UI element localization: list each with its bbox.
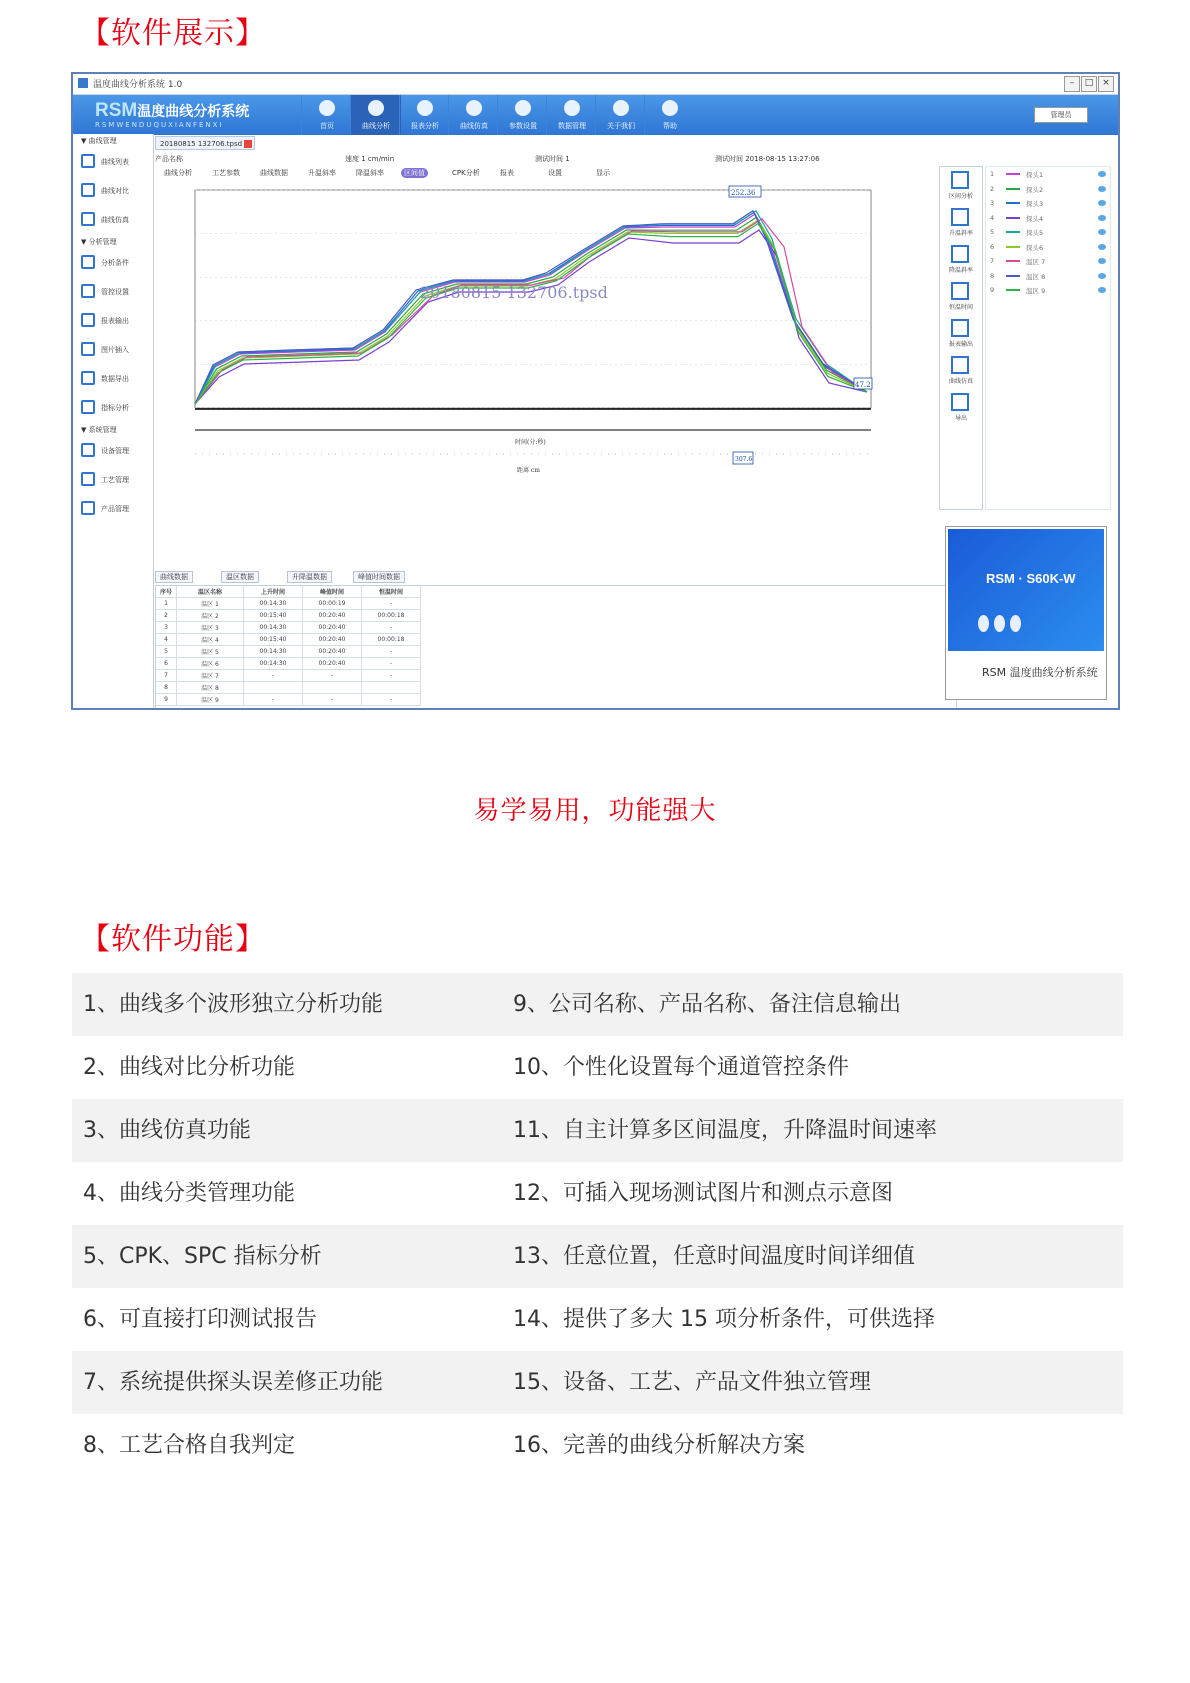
legend-row[interactable]: [986, 240, 1110, 255]
sidebar-group[interactable]: ▼ 系统管理: [81, 426, 117, 434]
table-cell: -: [362, 598, 421, 610]
legend-swatch: [1006, 188, 1020, 190]
toolbar-button[interactable]: [301, 95, 352, 135]
feature-row: [72, 1162, 1123, 1225]
feature-item: 9、公司名称、产品名称、备注信息输出: [513, 992, 901, 1017]
probe-legend: [985, 166, 1111, 510]
device-model: RSM · S60K-W: [986, 571, 1076, 586]
sidebar-item-label: 曲线列表: [101, 158, 129, 166]
legend-row[interactable]: [986, 225, 1110, 240]
legend-swatch: [1006, 289, 1020, 291]
app-logo: RSM温度曲线分析系统: [95, 100, 250, 121]
info-field: 测试时间 2018-08-15 13:27:06: [715, 155, 820, 163]
analysis-subtab[interactable]: 区间值: [401, 168, 428, 178]
feature-item: 11、自主计算多区间温度，升降温时间速率: [513, 1118, 937, 1143]
tool-label: 报表输出: [948, 341, 973, 348]
toolbar-label: 首页: [320, 122, 334, 130]
legend-row[interactable]: [986, 182, 1110, 197]
analysis-tool-button[interactable]: [940, 278, 982, 315]
table-row: [156, 646, 421, 658]
tool-icon: [951, 319, 969, 337]
table-cell: 温区 4: [177, 634, 244, 646]
analysis-subtab[interactable]: 设置: [548, 169, 562, 177]
time-cursor-label: 307.6: [735, 456, 753, 463]
legend-name: 探头5: [1026, 229, 1044, 237]
sidebar-item-label: 设备管理: [101, 447, 129, 455]
window-title: 温度曲线分析系统 1.0: [93, 80, 183, 90]
tool-label: 升温斜率: [948, 230, 973, 237]
table-cell: 温区 2: [177, 610, 244, 622]
info-bar: [155, 154, 955, 166]
sidebar-item-icon: [81, 183, 95, 197]
legend-number: 8: [990, 271, 995, 280]
sidebar-item-label: 产品管理: [101, 505, 129, 513]
legend-name: 探头6: [1026, 243, 1044, 252]
table-cell: [303, 682, 362, 694]
tool-icon: [951, 171, 969, 189]
table-cell: 4: [156, 634, 177, 646]
toolbar-label: 曲线分析: [362, 122, 390, 130]
toolbar-button[interactable]: [546, 95, 597, 135]
table-cell: -: [362, 694, 421, 706]
section-heading-software-features: 【软件功能】: [80, 922, 266, 957]
tool-label: 导出: [954, 415, 967, 422]
legend-number: 4: [990, 213, 995, 222]
analysis-tool-button[interactable]: [940, 204, 982, 241]
analysis-subtab[interactable]: 曲线分析: [164, 169, 192, 177]
feature-row: [72, 1288, 1123, 1351]
sidebar-item-icon: [81, 472, 95, 486]
dial-icon: [978, 615, 989, 632]
table-header-row: [156, 586, 421, 598]
table-cell: -: [244, 670, 303, 682]
data-tab[interactable]: 峰值时间数据: [353, 571, 405, 583]
table-cell: 温区 7: [177, 670, 244, 682]
toolbar-icon: [319, 100, 335, 116]
table-cell: 1: [156, 598, 177, 610]
table-cell: 00:14:30: [244, 646, 303, 658]
tool-icon: [951, 282, 969, 300]
sidebar-item-label: 曲线对比: [101, 187, 129, 195]
tool-label: 恒温时间: [948, 304, 973, 311]
toolbar-label: 关于我们: [607, 122, 635, 130]
tool-label: 曲线仿真: [948, 378, 973, 385]
sidebar-item[interactable]: [73, 177, 153, 206]
toolbar-icon: [515, 100, 531, 116]
table-cell: -: [362, 622, 421, 634]
toolbar-icon: [613, 100, 629, 116]
table-row: [156, 670, 421, 682]
sidebar-item[interactable]: [73, 466, 153, 495]
legend-number: 2: [990, 184, 995, 193]
legend-row[interactable]: [986, 196, 1110, 211]
maximize-icon[interactable]: □: [1081, 76, 1097, 92]
table-cell: 7: [156, 670, 177, 682]
eye-icon[interactable]: [1098, 200, 1106, 206]
legend-number: 7: [990, 257, 995, 265]
app-icon: [78, 78, 88, 88]
sidebar-item-label: 管控设置: [101, 288, 129, 296]
tagline: 易学易用，功能强大: [473, 796, 717, 826]
sidebar-group[interactable]: ▼ 分析管理: [81, 238, 117, 246]
toolbar-button[interactable]: [497, 95, 548, 135]
app-logo-sub: RSMWENDUQUXIANFENXI: [95, 121, 224, 129]
legend-number: 6: [990, 242, 995, 251]
sidebar-item-label: 数据导出: [101, 375, 129, 383]
sidebar-item[interactable]: [73, 365, 153, 394]
feature-item: 10、个性化设置每个通道管控条件: [513, 1055, 849, 1080]
toolbar-button[interactable]: [595, 95, 646, 135]
legend-name: 探头3: [1026, 200, 1044, 208]
eye-icon[interactable]: [1098, 273, 1106, 279]
feature-table: [72, 973, 1123, 1477]
feature-row: [72, 1036, 1123, 1099]
table-cell: 00:20:40: [303, 622, 362, 634]
feature-item: 14、提供了多大 15 项分析条件，可供选择: [513, 1307, 935, 1332]
table-cell: -: [303, 694, 362, 706]
sidebar-item-label: 工艺管理: [101, 476, 129, 484]
table-cell: [244, 682, 303, 694]
table-cell: 9: [156, 694, 177, 706]
legend-row[interactable]: [986, 269, 1110, 284]
toolbar-label: 参数设置: [509, 122, 537, 130]
sidebar-item[interactable]: [73, 148, 153, 177]
table-cell: 00:20:40: [303, 646, 362, 658]
legend-swatch: [1006, 275, 1020, 277]
legend-swatch: [1006, 202, 1020, 204]
sidebar-item[interactable]: [73, 336, 153, 365]
analysis-toolbar: [939, 166, 983, 510]
feature-item: 13、任意位置，任意时间温度时间详细值: [513, 1244, 915, 1269]
toolbar-icon: [417, 100, 433, 116]
sidebar-item-icon: [81, 212, 95, 226]
close-tab-icon[interactable]: [244, 140, 252, 148]
x2-axis-title: 距离 cm: [517, 467, 540, 474]
table-cell: 00:20:40: [303, 658, 362, 670]
table-cell: -: [303, 670, 362, 682]
chart-watermark: 20180815 132706.tpsd: [420, 283, 608, 302]
table-row: [156, 682, 421, 694]
sidebar-item[interactable]: [73, 495, 153, 524]
sidebar-item-label: 报表输出: [101, 317, 129, 325]
legend-row[interactable]: [986, 254, 1110, 269]
feature-item: 5、CPK、SPC 指标分析: [83, 1244, 322, 1269]
analysis-subtabs: [155, 168, 955, 180]
feature-row: [72, 1351, 1123, 1414]
toolbar-icon: [368, 100, 384, 116]
feature-row: [72, 1414, 1123, 1477]
table-cell: -: [362, 646, 421, 658]
legend-swatch: [1006, 260, 1020, 262]
table-cell: 温区 8: [177, 682, 244, 694]
legend-row[interactable]: [986, 283, 1110, 298]
device-banner: [945, 526, 1107, 700]
feature-item: 15、设备、工艺、产品文件独立管理: [513, 1370, 871, 1395]
toolbar-icon: [564, 100, 580, 116]
feature-row: [72, 1099, 1123, 1162]
feature-row: [72, 1225, 1123, 1288]
tool-icon: [951, 356, 969, 374]
x-axis-title: 时间(分:秒): [515, 439, 546, 446]
user-select[interactable]: 管理员: [1034, 107, 1088, 123]
legend-swatch: [1006, 246, 1020, 248]
table-cell: 00:14:30: [244, 622, 303, 634]
analysis-tool-button[interactable]: [940, 389, 982, 426]
eye-icon[interactable]: [1098, 229, 1106, 235]
table-cell: 00:20:40: [303, 634, 362, 646]
sidebar-item-icon: [81, 501, 95, 515]
device-image: [948, 529, 1104, 651]
legend-number: 3: [990, 199, 995, 207]
table-cell: 温区 6: [177, 658, 244, 670]
table-cell: 温区 3: [177, 622, 244, 634]
table-cell: -: [244, 694, 303, 706]
legend-name: 探头4: [1026, 214, 1044, 223]
table-cell: 00:00:18: [362, 610, 421, 622]
toolbar-label: 曲线仿真: [460, 122, 488, 130]
table-row: [156, 694, 421, 706]
legend-row[interactable]: [986, 211, 1110, 226]
feature-item: 2、曲线对比分析功能: [83, 1055, 295, 1080]
legend-name: 温区 9: [1026, 287, 1046, 295]
sidebar-item-icon: [81, 342, 95, 356]
data-tab[interactable]: 曲线数据: [155, 571, 193, 583]
table-cell: 00:20:40: [303, 610, 362, 622]
feature-item: 3、曲线仿真功能: [83, 1118, 251, 1143]
eye-icon[interactable]: [1098, 287, 1106, 293]
table-cell: 2: [156, 610, 177, 622]
app-header: [73, 95, 1118, 135]
feature-item: 8、工艺合格自我判定: [83, 1433, 295, 1458]
feature-item: 7、系统提供探头误差修正功能: [83, 1370, 383, 1395]
toolbar-icon: [466, 100, 482, 116]
eye-icon[interactable]: [1098, 244, 1106, 250]
table-header-cell: 峰值时间: [303, 586, 362, 598]
table-row: [156, 622, 421, 634]
sidebar-item-icon: [81, 255, 95, 269]
table-cell: 00:00:18: [362, 634, 421, 646]
analysis-subtab[interactable]: 升温斜率: [308, 169, 336, 177]
sidebar-item-icon: [81, 443, 95, 457]
window-titlebar: [73, 74, 1118, 95]
sidebar-group[interactable]: ▼ 曲线管理: [81, 137, 117, 145]
feature-item: 6、可直接打印测试报告: [83, 1307, 317, 1332]
tool-icon: [951, 245, 969, 263]
sidebar-item[interactable]: [73, 249, 153, 278]
table-cell: 温区 9: [177, 694, 244, 706]
legend-row[interactable]: [986, 167, 1110, 182]
data-tab[interactable]: 升降温数据: [287, 571, 332, 583]
toolbar-button[interactable]: [350, 95, 401, 135]
sidebar-item-icon: [81, 371, 95, 385]
analysis-subtab[interactable]: 显示: [596, 169, 610, 177]
toolbar-icon: [662, 100, 678, 116]
analysis-subtab[interactable]: 降温斜率: [356, 169, 384, 177]
eye-icon[interactable]: [1098, 215, 1106, 221]
peak-flag-label: 252.36: [731, 189, 756, 197]
eye-icon[interactable]: [1098, 258, 1106, 264]
sidebar-item-label: 分析条件: [101, 259, 129, 267]
legend-number: 5: [990, 228, 995, 236]
table-cell: 00:14:30: [244, 598, 303, 610]
table-cell: 温区 1: [177, 598, 244, 610]
eye-icon[interactable]: [1098, 171, 1106, 177]
tool-label: 区间分析: [948, 193, 973, 200]
tool-icon: [951, 208, 969, 226]
table-cell: 00:00:19: [303, 598, 362, 610]
toolbar-button[interactable]: [644, 95, 695, 135]
sidebar-item-label: 图片插入: [101, 346, 129, 354]
table-row: [156, 610, 421, 622]
feature-item: 1、曲线多个波形独立分析功能: [83, 992, 383, 1017]
analysis-tool-button[interactable]: [940, 241, 982, 278]
table-cell: 6: [156, 658, 177, 670]
tool-icon: [951, 393, 969, 411]
sidebar-item-icon: [81, 400, 95, 414]
zone-table: [156, 586, 421, 706]
table-cell: 00:14:30: [244, 658, 303, 670]
toolbar-label: 帮助: [663, 122, 677, 130]
table-header-cell: 温区名称: [177, 586, 244, 598]
sidebar-item-label: 曲线仿真: [101, 216, 129, 224]
toolbar-label: 数据管理: [558, 122, 586, 130]
table-cell: -: [362, 658, 421, 670]
data-tab[interactable]: 温区数据: [221, 571, 259, 583]
sidebar-item-label: 指标分析: [101, 404, 129, 412]
sidebar: [73, 134, 154, 708]
close-icon[interactable]: ×: [1098, 76, 1114, 92]
software-window: [71, 72, 1120, 710]
temperature-curve-chart: [155, 182, 955, 482]
legend-swatch: [1006, 231, 1020, 233]
analysis-tool-button[interactable]: [940, 352, 982, 389]
table-cell: 5: [156, 646, 177, 658]
table-header-cell: 序号: [156, 586, 177, 598]
legend-swatch: [1006, 173, 1020, 175]
sidebar-item[interactable]: [73, 437, 153, 466]
analysis-subtab[interactable]: CPK分析: [452, 169, 480, 177]
table-cell: 00:15:40: [244, 610, 303, 622]
table-cell: -: [362, 670, 421, 682]
table-row: [156, 634, 421, 646]
table-cell: 8: [156, 682, 177, 694]
table-cell: 00:15:40: [244, 634, 303, 646]
minimize-icon[interactable]: –: [1064, 76, 1080, 92]
sidebar-item-icon: [81, 284, 95, 298]
info-field: 产品名称: [155, 155, 183, 163]
analysis-subtab[interactable]: 工艺参数: [212, 169, 240, 177]
legend-number: 9: [990, 286, 995, 294]
table-cell: 3: [156, 622, 177, 634]
toolbar-button[interactable]: [448, 95, 499, 135]
end-flag-label: 47.2: [855, 381, 871, 389]
document-tab[interactable]: 20180815 132706.tpsd: [155, 136, 255, 150]
table-row: [156, 658, 421, 670]
section-heading-software-display: 【软件展示】: [80, 16, 266, 51]
table-cell: [362, 682, 421, 694]
dial-icon: [994, 615, 1005, 632]
legend-name: 探头2: [1026, 185, 1044, 194]
dial-icon: [1010, 615, 1021, 632]
legend-name: 探头1: [1026, 171, 1044, 179]
feature-item: 4、曲线分类管理功能: [83, 1181, 295, 1206]
table-cell: 温区 5: [177, 646, 244, 658]
sidebar-item-icon: [81, 313, 95, 327]
sidebar-item[interactable]: [73, 307, 153, 336]
sidebar-item-icon: [81, 154, 95, 168]
analysis-subtab[interactable]: 曲线数据: [260, 169, 288, 177]
feature-item: 12、可插入现场测试图片和测点示意图: [513, 1181, 893, 1206]
info-field: 速度 1 cm/min: [345, 155, 395, 163]
toolbar-button[interactable]: [399, 95, 450, 135]
legend-number: 1: [990, 170, 995, 178]
sidebar-item[interactable]: [73, 278, 153, 307]
table-row: [156, 598, 421, 610]
legend-name: 温区 7: [1026, 258, 1046, 266]
eye-icon[interactable]: [1098, 186, 1106, 192]
info-field: 测试时间 1: [535, 155, 570, 163]
analysis-subtab[interactable]: 报表: [500, 169, 514, 177]
legend-swatch: [1006, 217, 1020, 219]
legend-name: 温区 8: [1026, 272, 1046, 281]
analysis-tool-button[interactable]: [940, 167, 982, 204]
sidebar-item[interactable]: [73, 394, 153, 423]
toolbar-label: 报表分析: [411, 122, 439, 130]
feature-row: [72, 973, 1123, 1036]
analysis-tool-button[interactable]: [940, 315, 982, 352]
feature-item: 16、完善的曲线分析解决方案: [513, 1433, 805, 1458]
zone-table-panel: [155, 585, 957, 710]
table-header-cell: 上升时间: [244, 586, 303, 598]
table-header-cell: 恒温时间: [362, 586, 421, 598]
sidebar-item[interactable]: [73, 206, 153, 235]
tool-label: 降温斜率: [948, 267, 973, 274]
banner-system-name: RSM 温度曲线分析系统: [982, 666, 1098, 679]
